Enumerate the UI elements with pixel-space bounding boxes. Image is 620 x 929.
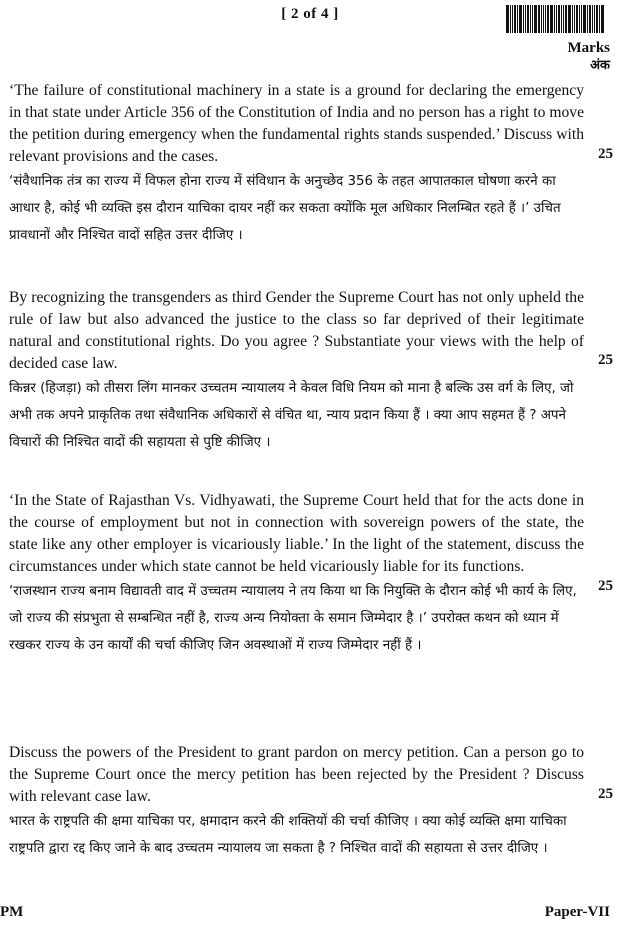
barcode-stripe: [601, 5, 604, 33]
barcode-stripe: [547, 5, 549, 33]
question-1-marks: 25: [598, 146, 613, 162]
barcode-stripe: [572, 5, 573, 33]
marks-label-hindi: अंक: [590, 58, 610, 73]
barcode-stripe: [541, 5, 542, 33]
question-3: [9, 490, 584, 659]
barcode-stripe: [523, 5, 524, 33]
barcode-stripe: [579, 5, 580, 33]
marks-heading: [568, 40, 611, 74]
barcode-stripe: [592, 5, 593, 33]
question-3-marks: 25: [598, 578, 613, 594]
question-1: [9, 80, 584, 249]
barcode-stripe: [519, 5, 522, 33]
question-2-english: By recognizing the transgenders as third Gender the Supreme Court has not only upheld the rule of law but also advanced the justice to the class so far deprived of their legitimate natural and constitutional rights. Do you agree ? Substantiate your views with the help of decided case law.: [9, 289, 584, 372]
barcode-stripe: [530, 5, 531, 33]
barcode-stripe: [558, 5, 560, 33]
footer-left: PM: [0, 904, 24, 920]
question-4-english: Discuss the powers of the President to grant pardon on mercy petition. Can a person go to the Supreme Court once the mercy petition has been rejected by the President ? Discuss with relevant case law.: [9, 744, 584, 805]
barcode-stripe: [517, 5, 518, 33]
barcode-stripe: [545, 5, 546, 33]
barcode-stripe: [543, 5, 544, 33]
barcode-stripe: [568, 5, 571, 33]
barcode-stripe: [510, 5, 511, 33]
barcode-stripe: [576, 5, 578, 33]
barcode-stripe: [534, 5, 537, 33]
page-number: [ 2 of 4 ]: [281, 6, 339, 22]
question-4-hindi: भारत के राष्ट्रपति की क्षमा याचिका पर, क्षमादान करने की शक्तियों की चर्चा कीजिए । क्या कोई व्यक्ति क्षमा याचिका राष्ट्रपति द्वारा रद्द किए जाने के बाद उच्चतम न्यायालय जा सकता है ? निश्चित वादों की सहायता से उत्तर दीजिए ।: [9, 814, 567, 856]
barcode-stripe: [599, 5, 600, 33]
barcode-stripe: [594, 5, 595, 33]
barcode-stripe: [554, 5, 555, 33]
question-3-english: ‘In the State of Rajasthan Vs. Vidhyawati, the Supreme Court held that for the acts done in the course of employment but not in connection with sovereign powers of the state, the state like any other employer is vicariously liable.’ In the light of the statement, discuss the circumstances under which state cannot be held vicariously liable for its functions.: [9, 492, 584, 575]
barcode-stripe: [581, 5, 582, 33]
question-4: [9, 742, 584, 862]
footer-paper-label: Paper-VII: [544, 904, 610, 920]
barcode-stripe: [525, 5, 526, 33]
question-2-marks: 25: [598, 352, 613, 368]
barcode-stripe: [538, 5, 540, 33]
barcode-stripe: [506, 5, 509, 33]
barcode-stripe: [596, 5, 598, 33]
barcode-stripe: [527, 5, 529, 33]
question-2: [9, 287, 584, 456]
barcode-stripe: [561, 5, 562, 33]
question-1-hindi: ‘संवैधानिक तंत्र का राज्य में विफल होना राज्य में संविधान के अनुच्छेद 356 के तहत आपातकाल घोषणा करने का आधार है, कोई भी व्यक्ति इस दौरान याचिका दायर नहीं कर सकता क्योंकि मूल अधिकार निलम्बित रहते हैं ।’ उचित प्रावधानों और निश्चित वादों सहित उत्तर दीजिए ।: [9, 174, 561, 243]
barcode-stripe: [514, 5, 516, 33]
barcode-stripe: [589, 5, 591, 33]
barcode-stripe: [583, 5, 586, 33]
question-2-hindi: किन्नर (हिजड़ा) को तीसरा लिंग मानकर उच्चतम न्यायालय ने केवल विधि नियम को माना है बल्कि उस वर्ग के लिए, जो अभी तक अपने प्राकृतिक तथा संवैधानिक अधिकारों से वंचित था, न्याय प्रदान किया हैं । क्या आप सहमत हैं ? अपने विचारों की निश्चित वादों की सहायता से पुष्टि कीजिए ।: [9, 381, 574, 450]
barcode-stripe: [532, 5, 533, 33]
question-3-hindi: ‘राजस्थान राज्य बनाम विद्यावती वाद में उच्चतम न्यायालय ने तय किया था कि नियुक्ति के दौरान कोई भी कार्य के लिए, जो राज्य की संप्रभुता से सम्बन्धित नहीं है, राज्य अन्य नियोक्ता के समान जिम्मेदार है ।’ उपरोक्त कथन को ध्यान में रखकर राज्य के उन कार्यों की चर्चा कीजिए जिन अवस्थाओं में राज्य जिम्मेदार नहीं हैं ।: [9, 584, 577, 653]
barcode-stripe: [574, 5, 575, 33]
marks-label-english: Marks: [567, 40, 610, 56]
barcode-stripe: [550, 5, 553, 33]
question-4-marks: 25: [598, 786, 613, 802]
barcode-stripe: [587, 5, 588, 33]
barcode-stripe: [563, 5, 564, 33]
barcode-stripe: [512, 5, 513, 33]
barcode-icon: [506, 5, 612, 33]
barcode-stripe: [565, 5, 567, 33]
question-1-english: ‘The failure of constitutional machinery in a state is a ground for declaring the emergency in that state under Article 356 of the Constitution of India and no person has a right to move the petition during emergency when the fundamental rights stands suspended.’ Discuss with relevant provisions and the cases.: [9, 82, 584, 165]
barcode-stripe: [556, 5, 557, 33]
